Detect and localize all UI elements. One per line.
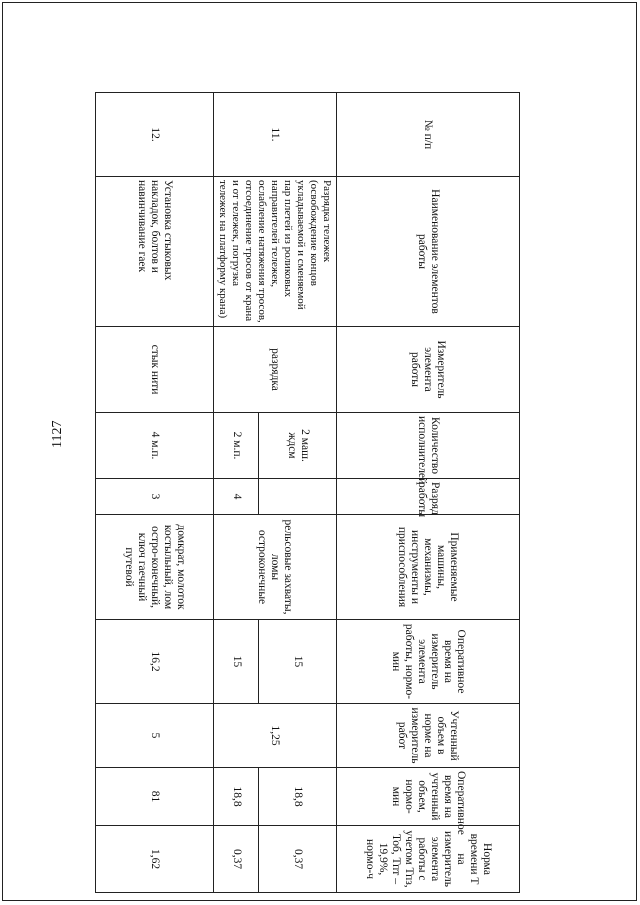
table-header-row [337,93,520,893]
row-12-measure: стык нити [96,327,214,413]
page-number: 1127 [50,420,65,448]
row-11-measure: разрядка [214,327,337,413]
row-11-grade-b: 4 [214,479,259,515]
header-volume: Учтенный объем в норме на измеритель работ [337,704,520,768]
header-measure: Измеритель элемента работы [337,327,520,413]
row-11-volume: 1,25 [214,704,337,768]
row-11-workers-b: 2 м.п. [214,413,259,479]
row-11-norm-a: 0,37 [259,826,337,893]
row-11-op-volume-a: 18,8 [259,768,337,826]
header-name: Наименование элементов работы [337,177,520,327]
row-11-norm-b: 0,37 [214,826,259,893]
row-11-n: 11. [214,93,337,177]
row-12-norm: 1,62 [96,826,214,893]
row-11-op-time-b: 15 [214,620,259,704]
row-12-tools: домкрат, молоток костыльный, лом остро-конечный, ключ гаечный путевой [96,515,214,620]
row-11-workers-a: 2 маш. ждсм [259,413,337,479]
row-11-op-time-a: 15 [259,620,337,704]
header-norm: Норма времени Т на измеритель элемента работы с учетом Тпз, Тоб, Тпт – 19,9%, нормо-ч [337,826,520,893]
header-workers: Количество исполнителей [337,413,520,479]
header-grade: Разряд работы [337,479,520,515]
row-12-op-volume: 81 [96,768,214,826]
row-12-grade: 3 [96,479,214,515]
header-tools: Применяемые машины, механизмы, инструменты и приспособления [337,515,520,620]
header-n: № п/п [337,93,520,177]
row-11-op-volume-b: 18,8 [214,768,259,826]
table-row [96,93,214,893]
work-elements-table [95,92,520,893]
row-12-name: Установка стыковых накладок, болтов и навинчивание гаек [96,177,214,327]
header-op-time: Оперативное время на измеритель элемента работы, нормо-мин [337,620,520,704]
header-op-volume: Оперативное время на учтенный объем, нормо-мин [337,768,520,826]
table-row [259,93,337,893]
row-12-workers: 4 м.п. [96,413,214,479]
row-11-name: Разрядка тележек (освобождение концов укладываемой и сменяемой пар плетей из роликовых направителей тележек, ослабление натяжения тросов, отсоединение тросов от крана и от тележек, погрузка тележек на платформу крана) [214,177,337,327]
rotated-table-container [95,92,520,888]
row-12-n: 12. [96,93,214,177]
row-12-op-time: 16,2 [96,620,214,704]
row-11-grade-a [259,479,337,515]
row-12-volume: 5 [96,704,214,768]
row-11-tools: рельсовые захваты, ломы остроконечные [214,515,337,620]
